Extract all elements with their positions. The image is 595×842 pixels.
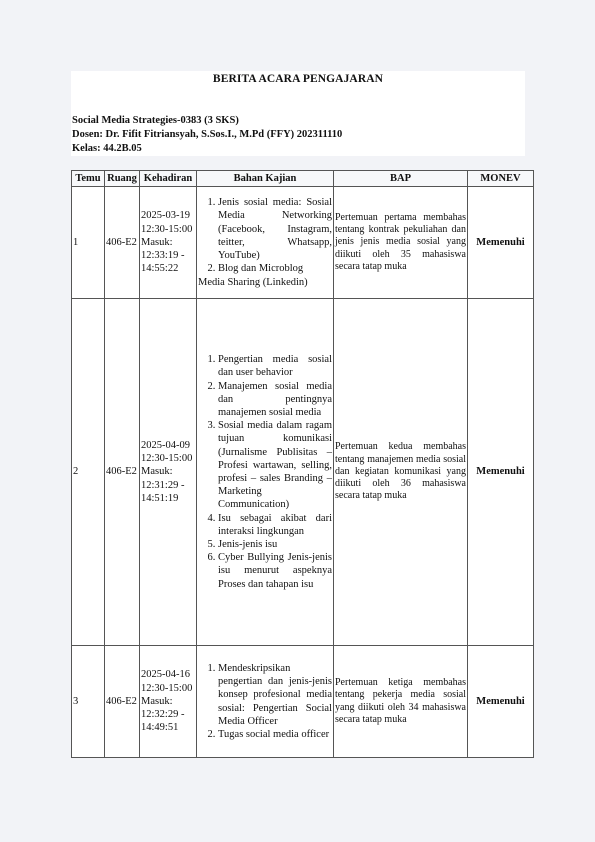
table-row	[72, 187, 534, 299]
document-title: BERITA ACARA PENGAJARAN	[212, 73, 384, 85]
cell-bahan-kajian	[197, 299, 334, 646]
header-ruang: Ruang	[105, 171, 140, 187]
bahan-item: 2. Tugas social media officer	[218, 728, 332, 741]
cell-ruang: 406-E2	[105, 187, 140, 299]
header-bahan-kajian: Bahan Kajian	[197, 171, 334, 187]
bahan-item: 1. Pengertian media sosial dan user behavior	[218, 353, 332, 379]
table-row	[72, 646, 534, 758]
cell-bahan-kajian	[197, 187, 334, 299]
header-bap: BAP	[334, 171, 468, 187]
bahan-item: 1. Mendeskripsikan pengertian dan jenis-jenis konsep profesional media sosial: Pengertian Social Media Officer	[218, 662, 332, 728]
bahan-item: 2. Blog dan Microblog	[218, 262, 332, 275]
bahan-item: 4. Isu sebagai akibat dari interaksi lingkungan	[218, 512, 332, 538]
cell-temu: 3	[72, 646, 105, 758]
header-monev: MONEV	[468, 171, 534, 187]
cell-bap: Pertemuan kedua membahas tentang manajemen media sosial dan kegiatan komunikasi yang diikuti oleh 36 mahasiswa secara tatap muka	[334, 299, 468, 646]
cell-temu: 1	[72, 187, 105, 299]
document-header	[71, 71, 525, 156]
header-kehadiran: Kehadiran	[140, 171, 197, 187]
bahan-item: 2. Manajemen sosial media dan pentingnya manajemen sosial media	[218, 380, 332, 420]
cell-bap: Pertemuan ketiga membahas tentang pekerja media sosial yang diikuti oleh 34 mahasiswa secara tatap muka	[334, 646, 468, 758]
course-name: Social Media Strategies-0383 (3 SKS)	[72, 115, 239, 126]
lecturer-name: Dosen: Dr. Fifit Fitriansyah, S.Sos.I., M.Pd (FFY) 202311110	[72, 129, 343, 140]
table-header-row	[72, 171, 534, 187]
cell-kehadiran: 2025-03-19 12:30-15:00 Masuk: 12:33:19 - 14:55:22	[140, 187, 197, 299]
teaching-report-table	[71, 170, 534, 758]
cell-ruang: 406-E2	[105, 299, 140, 646]
table-row	[72, 299, 534, 646]
cell-monev: Memenuhi	[468, 187, 534, 299]
class-name: Kelas: 44.2B.05	[72, 143, 142, 154]
bahan-item: 3. Sosial media dalam ragam tujuan komunikasi (Jurnalisme Publisitas – Profesi wartawan, selling, profesi – sales Branding – Marketing Communication)	[218, 419, 332, 511]
course-meta	[72, 114, 342, 156]
header-temu: Temu	[72, 171, 105, 187]
cell-bahan-kajian	[197, 646, 334, 758]
cell-kehadiran: 2025-04-09 12:30-15:00 Masuk: 12:31:29 - 14:51:19	[140, 299, 197, 646]
bahan-item: 1. Jenis sosial media: Sosial Media Networking (Facebook, Instagram, teitter, Whatsapp, YouTube)	[218, 196, 332, 262]
cell-monev: Memenuhi	[468, 299, 534, 646]
cell-bap: Pertemuan pertama membahas tentang kontrak pekuliahan dan jenis jenis media sosial yang diikuti oleh 35 mahasiswa secara tatap muka	[334, 187, 468, 299]
cell-ruang: 406-E2	[105, 646, 140, 758]
cell-monev: Memenuhi	[468, 646, 534, 758]
cell-kehadiran: 2025-04-16 12:30-15:00 Masuk: 12:32:29 - 14:49:51	[140, 646, 197, 758]
bahan-item: 6. Cyber Bullying Jenis-jenis isu menurut aspeknya Proses dan tahapan isu	[218, 551, 332, 591]
bahan-item: 5. Jenis-jenis isu	[218, 538, 332, 551]
bahan-continuation: Media Sharing (Linkedin)	[198, 276, 308, 288]
cell-temu: 2	[72, 299, 105, 646]
